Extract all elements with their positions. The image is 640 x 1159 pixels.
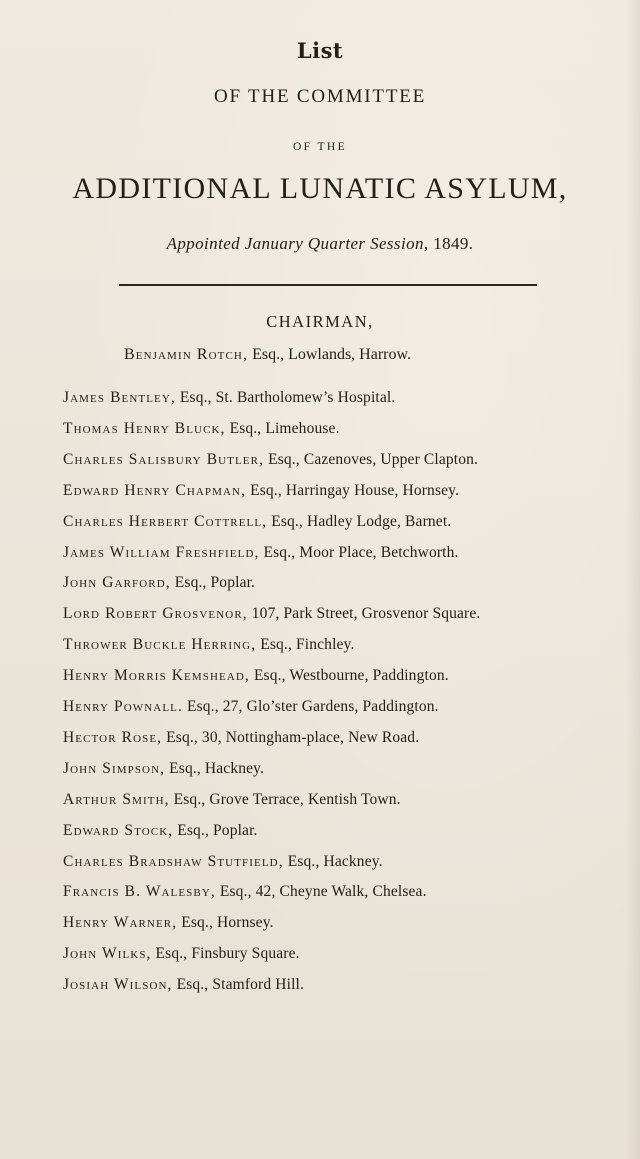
member-name: Lord Robert Grosvenor, xyxy=(63,605,248,623)
member-name: Arthur Smith, xyxy=(63,790,170,808)
asylum-title: ADDITIONAL LUNATIC ASYLUM, xyxy=(72,172,568,205)
member-address: Esq., 27, Glo’ster Gardens, Paddington. xyxy=(186,698,439,715)
member-entry xyxy=(63,544,459,562)
member-address: Esq., Hornsey. xyxy=(181,914,274,932)
member-address: Esq., Grove Terrace, Kentish Town. xyxy=(173,790,401,808)
member-name: Thomas Henry Bluck, xyxy=(63,419,226,437)
member-name: James William Freshfield, xyxy=(63,543,260,561)
member-name: Charles Salisbury Butler, xyxy=(63,450,265,468)
member-name: Henry Morris Kemshead, xyxy=(63,667,250,685)
member-entry xyxy=(63,389,395,407)
chairman-name: Benjamin Rotch, xyxy=(124,346,249,363)
member-entry xyxy=(63,760,264,778)
member-address: Esq., Westbourne, Paddington. xyxy=(253,667,449,685)
member-address: Esq., St. Bartholomew’s Hospital. xyxy=(179,389,396,406)
member-entry xyxy=(63,605,480,623)
member-name: John Wilks, xyxy=(63,945,152,963)
member-name: Edward Henry Chapman, xyxy=(63,481,247,499)
member-name: James Bentley, xyxy=(63,389,176,406)
member-address: Esq., Cazenoves, Upper Clapton. xyxy=(268,450,479,468)
member-entry xyxy=(63,791,401,809)
appointed-year: 1849. xyxy=(433,234,474,253)
member-entry xyxy=(63,914,274,932)
member-name: John Simpson, xyxy=(63,759,166,777)
member-entry xyxy=(63,945,300,963)
member-address: Esq., Harringay House, Hornsey. xyxy=(250,481,460,499)
member-name: Edward Stock, xyxy=(63,821,174,839)
member-entry xyxy=(63,451,478,469)
member-address: Esq., Limehouse. xyxy=(229,419,340,437)
member-name: Charles Bradshaw Stutfield, xyxy=(63,852,284,870)
member-entry xyxy=(63,883,427,901)
chairman-address: Esq., Lowlands, Harrow. xyxy=(252,346,412,363)
member-entry xyxy=(63,420,340,438)
member-address: Esq., Finchley. xyxy=(260,636,355,654)
member-name: Henry Pownall. xyxy=(63,698,183,715)
member-address: Esq., Moor Place, Betchworth. xyxy=(263,543,459,561)
member-name: Henry Warner, xyxy=(63,914,178,932)
committee-heading: OF THE COMMITTEE xyxy=(213,86,427,107)
member-address: Esq., 30, Nottingham-place, New Road. xyxy=(166,728,420,746)
member-address: Esq., Finsbury Square. xyxy=(155,945,300,963)
member-address: Esq., Hadley Lodge, Barnet. xyxy=(271,512,452,530)
chairman-heading: CHAIRMAN, xyxy=(266,312,374,331)
member-entry xyxy=(63,698,439,716)
appointed-text: Appointed January Quarter Session, xyxy=(166,234,429,253)
member-name: Francis B. Walesby, xyxy=(63,883,216,901)
member-address: Esq., Hackney. xyxy=(287,852,383,870)
member-entry xyxy=(63,667,449,685)
member-name: Josiah Wilson, xyxy=(63,976,173,994)
member-address: Esq., 42, Cheyne Walk, Chelsea. xyxy=(219,883,427,901)
member-entry xyxy=(63,482,459,500)
member-name: Hector Rose, xyxy=(63,728,163,746)
member-entry xyxy=(63,822,258,840)
list-title: List xyxy=(296,38,344,63)
member-address: Esq., Stamford Hill. xyxy=(176,976,305,994)
member-name: Thrower Buckle Herring, xyxy=(63,636,257,654)
member-address: Esq., Hackney. xyxy=(169,759,265,777)
member-name: Charles Herbert Cottrell, xyxy=(63,512,268,530)
member-address: Esq., Poplar. xyxy=(177,821,258,839)
member-name: John Garford, xyxy=(63,574,171,592)
member-entry xyxy=(63,729,419,747)
member-entry xyxy=(63,853,383,871)
member-entry xyxy=(63,574,255,592)
member-entry xyxy=(63,976,304,994)
of-the-line: OF THE xyxy=(292,141,348,153)
member-address: 107, Park Street, Grosvenor Square. xyxy=(251,605,481,623)
member-address: Esq., Poplar. xyxy=(174,574,256,592)
member-entry xyxy=(63,513,451,531)
member-entry xyxy=(63,636,354,654)
